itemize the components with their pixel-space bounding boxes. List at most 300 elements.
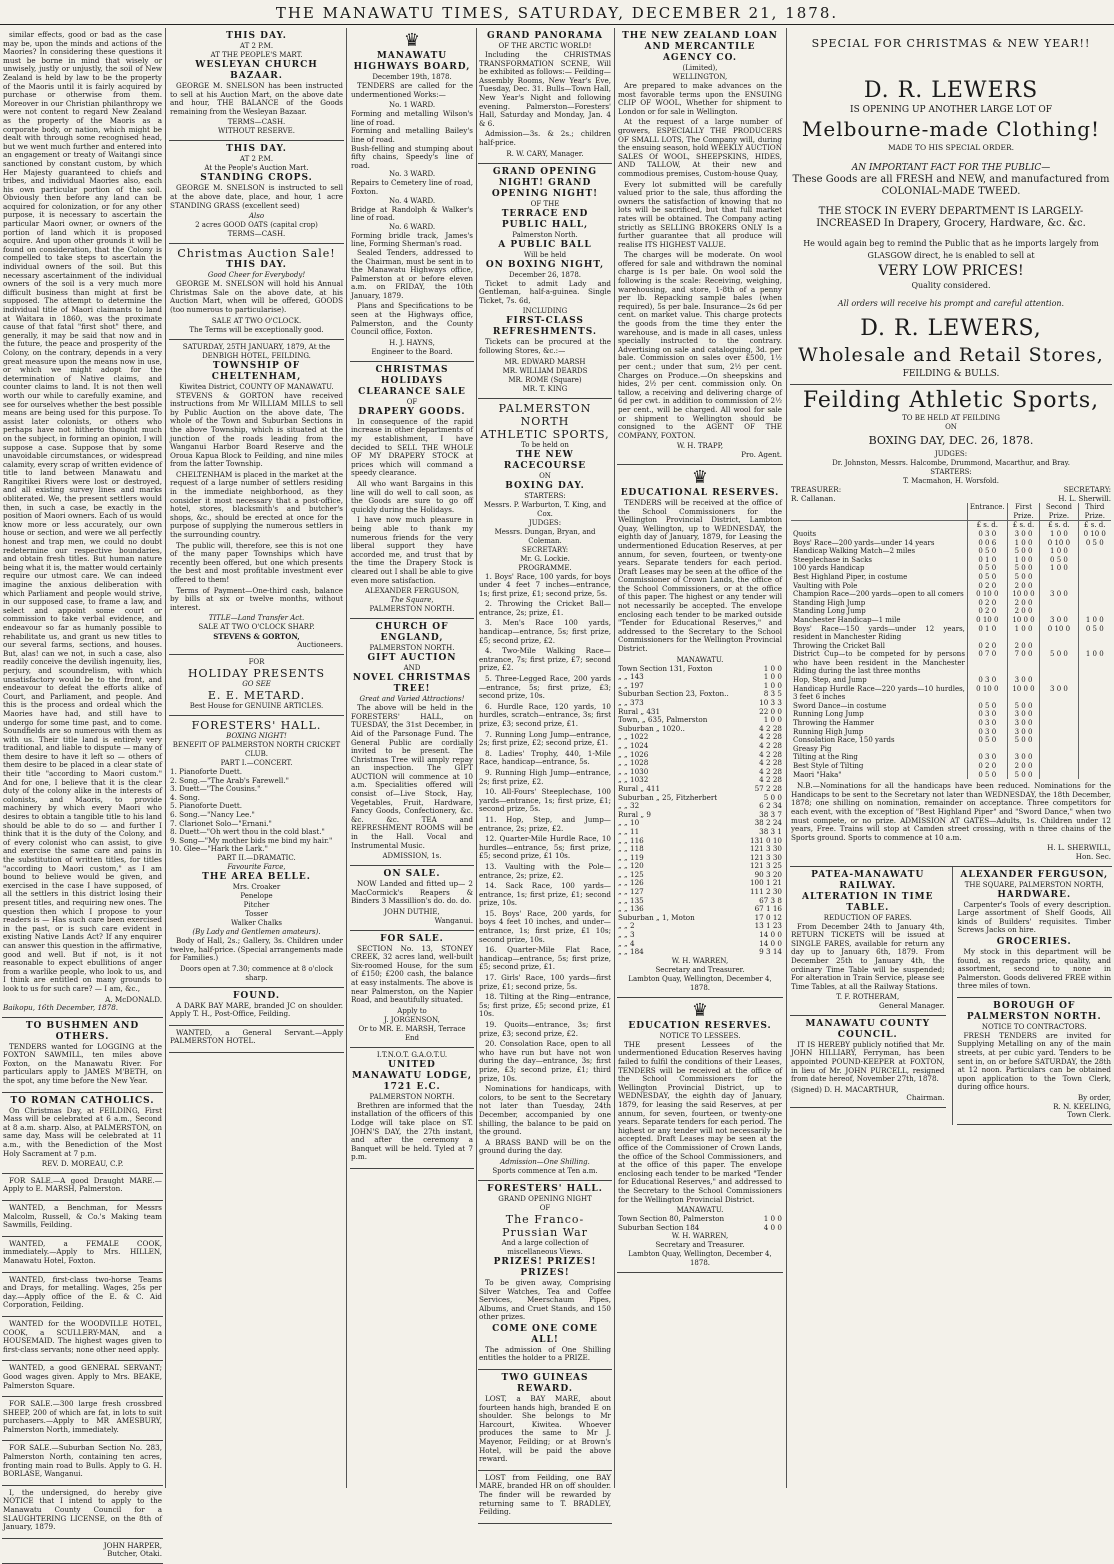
area-cell: 4 2 28 — [759, 723, 782, 733]
event-item: 17. Girls' Race, 100 yards—first prize, £1; second prize, 5s. — [479, 973, 611, 991]
section-cell: „ „ 1022 — [618, 732, 649, 742]
event-cell: Maori "Haka" — [793, 770, 842, 779]
amount-cell: 1 0 0 — [1007, 556, 1040, 565]
ad-foot: Best House for GENUINE ARTICLES. — [189, 701, 324, 710]
top-rule — [0, 24, 1114, 25]
area-cell: 10 3 3 — [759, 698, 782, 707]
amount-cell: 0 7 0 — [967, 650, 1007, 676]
ad-title: ON SALE. — [383, 869, 441, 880]
ad-start: Sports commence at Ten a.m. — [492, 1166, 598, 1175]
cast-member: Walker Chalks — [230, 918, 283, 927]
amount-cell: 3 0 0 — [1040, 616, 1078, 625]
section-cell: „ „ 143 — [618, 672, 644, 682]
ad-body: STEVENS & GORTON have received instructions from Mr WILLIAM MILLS to sell by Public Auction on the above date, The whole of the Town and Suburban Sections in the above Township, which is situated at the junction of the roads leading from the Wanganui Harbor Board Reserve and the Oroua Kapua Block to Feilding, and nine miles from the latter Township. — [170, 390, 343, 469]
event-cell: Champion Race—200 yards—open to all comers — [793, 590, 964, 599]
programme-item: 6. Song.—"Nancy Lee." — [170, 809, 255, 819]
ad-sub: REDUCTION OF FARES. — [823, 913, 912, 922]
programme-item: 4. Song. — [170, 792, 200, 802]
classified-ad — [2, 1174, 163, 1201]
section-cell: „ „ 184 — [618, 947, 644, 957]
event-cell: Steeplechase in Sacks — [793, 555, 873, 564]
classified-text: FOR SALE.—Suburban Section No. 283, Palmerston North, containing ten acres, fronting main road to Bulls. Apply to G. H. BORLASE, Wanganui. — [3, 1443, 162, 1479]
column-1 — [2, 28, 163, 1559]
ad-title: THE NEW ZEALAND LOAN AND MERCANTILE AGENCY CO. — [622, 31, 778, 63]
ad-terms: The Terms will be exceptionally good. — [189, 325, 324, 334]
amount-cell: 3 0 0 — [1007, 530, 1040, 539]
classified-ad — [2, 1441, 163, 1485]
section-cell: Rural „ 9 — [618, 809, 651, 819]
event-item: 13. Vaulting with the Pole—entrance, 2s; prize, £2. — [479, 861, 611, 880]
event-item: 3. Men's Race 100 yards, handicap—entrance, 5s; first prize, £5; second prize, £2. — [479, 618, 611, 645]
amount-cell — [1078, 564, 1111, 573]
amount-cell: 0 3 0 — [967, 753, 1007, 762]
church-ad — [350, 619, 474, 866]
ad-body: From December 24th to January 4th, RETURN TICKETS will be issued at SINGLE FARES, available for return any day up to January 6th, 1879. From December 25th to January 4th, the ordinary Time Table will be suspended; For alteration in Train Service, please see Time Tables, at all the Railway Stations. — [791, 921, 945, 991]
ad-terms: TERMS—CASH. — [227, 230, 286, 239]
column-2 — [169, 28, 344, 1488]
area-cell: 111 2 30 — [749, 887, 782, 897]
event-item: 6. Hurdle Race, 120 yards, 10 hurdles, scratch—entrance, 3s; first prize, £3; second prize, £1. — [479, 701, 611, 728]
ad-foot: WITHOUT RESERVE. — [218, 127, 295, 136]
amount-cell: 0 5 0 — [967, 702, 1007, 711]
event-item: 9. Running High Jump—entrance, 2s; first prize, £2. — [479, 767, 611, 786]
ad-title: WESLEYAN CHURCH BAZAAR. — [195, 60, 318, 81]
column-rule — [476, 28, 477, 1488]
ad-role: Town Clerk. — [1067, 1110, 1111, 1120]
classified-text: WANTED for the WOODVILLE HOTEL, COOK, a SCULLERY-MAN, and a HOUSEMAID. The highest wages given to first-class servants; none other need apply. — [3, 1318, 162, 1354]
ad-for: FOR — [248, 657, 265, 666]
amount-cell: 0 2 0 — [967, 582, 1007, 591]
ad-admission: ADMISSION, 1s. — [382, 852, 442, 861]
amount-cell: 1 0 0 — [1040, 564, 1078, 573]
ad-benefit: BENEFIT OF PALMERSTON NORTH CRICKET CLUB. — [172, 740, 341, 758]
christmas-auction-ad — [169, 244, 344, 339]
amount-cell — [1040, 753, 1078, 762]
store-item: MR. ROME (Square) — [508, 375, 582, 384]
starters-heading: STARTERS: — [524, 491, 566, 500]
ad-body: Including the CHRISTMAS TRANSFORMATION SCENE, Will be exhibited as follows:— Feilding—Assembly Rooms, New Year's Eve, Tuesday, Dec. 31. Bulls—Town Hall, New Year's Night and following evening. Palmerston—Foresters' Hall, Saturday and Monday, Jan. 4 & 6. — [479, 50, 611, 128]
ad-night: ON BOXING NIGHT, — [485, 259, 605, 270]
section-cell: „ „ 126 — [618, 878, 644, 888]
ad-title: CHRISTMAS HOLIDAYS — [375, 364, 449, 386]
amount-cell: 1 0 0 — [1007, 539, 1040, 548]
ad-collection: And a large collection of miscellaneous Views. — [501, 1238, 589, 1256]
table-row — [791, 539, 1111, 548]
column-rule — [614, 28, 615, 1488]
event-cell: Consolation Race, 150 yards — [793, 736, 895, 745]
amount-cell: 5 0 0 — [1007, 573, 1040, 582]
area-cell: 121 3 25 — [749, 861, 782, 871]
amount-cell: 1 0 0 — [1007, 625, 1040, 642]
officials-names — [791, 495, 1111, 504]
ad-more: 2 acres GOOD OATS (capital crop) — [195, 221, 318, 230]
letter-body: similar effects, good or bad as the case may be, upon the minds and actions of the Maories? In considering these questions it must be borne in mind that wisely or unwisely, justly or unjustly, the soil of New Zealand is held by law to be the property of the Maoris until it is fairly acquired by purchase or otherwise from them. Moreover in our Christian philanthropy we were not content to regard New Zealand as the property of the Maoris as a corporate body, or nation, which might be dealt with through some recognised head, but we went much further and entered into an engagement or treaty of Waitangi since sanctioned by constant custom, by which Her Majesty guaranteed to chiefs and tribes, and individual Maories also, each his own particular portion of the soil. Obviously then before any land can be acquired for colonization, or for any other purpose, it is necessary to ascertain the particular Maori owner, or owners of the portion of land which it is proposed acquire. And upon other grounds it will be found on consideration, that the Colony is compelled to take steps to ascertain the individual owners of the soil. But this necessary ascertainment of the individual owners of the soil is a very much more difficult business than might at first be supposed. The attempt to determine the individual title of Maori claimants to land at Waitara in 1860, was the proximate cause of that fatal "first shot" there, and generally, it may be said that now and in the future, the peace and prosperity of the Colony, on the contrary, depends in a very great measure upon the means now in use, or which we might adopt for the determination of Native claims, and counter claims to land. It is not then well worth our while to carefully examine, and see for ourselves whether the best possible means are being used for this purpose. To assist later colonists, or others who perhaps have not hitherto thought much on the subject, in forming an opinion, I will suppose a case. Suppose that by some unavoidable circumstances, or widespread calamity, every scrap of written evidence of title to land between Manawatu and Rangitikei Rivers were lost or destroyed, and all existing survey lines and marks obliterated. We, the present settlers would then, in such a case, be exactly in the position of Maori owners. Each of us would know more or less accurately, our own house or section, and were we all perfectly honest and trap men, we could no doubt redetermine our respective boundaries, and obtain fresh titles. But human nature being what it is, the matter would certainly require our utmost care. We can indeed imagine the anxious deliberation with which Parliament and people would strive, in our supposed case, to frame a law, and select and appoint some court or commission to take verbal evidence, and endeavour so far as humanly possible to rehabilitate us, and grant us new titles to our several farms, sections, and houses. But, alas! can we not, in such a case, also readily conceive the devilish ingenuity, lies, perjury, and scoundrelism, with which unsatisfactory would be to the front, and endeavour to defeat the efforts alike of Court, and Parliament, and people. And this is the process and ordeal which the Maories have had, and still have to undergo for some time past, and to come. Soundfields are so numerous with them as with us. Their title land is entirely very traditional, and liable to dispute — many of them desire to have it left so — others of them desire to be placed in a clear state of their title "according to Maori custom." And for one, I believe that it is the clear duty of the colony alike in the interests of colonists, and Maoris, to provide machinery by which every Maori who desires to obtain a tangible title to his land should be able to do so — and further I think that it is the duty of the Colony, and of every colonist who can assist, to give and exercise the same care and pains in the substitution of written titles, for titles "according to Maori custom," as I am bound to believe would be given, and exercised in the case I have supposed, of all the settlers in this district losing their present titles, and requiring new ones. The question then which I propose to your readers is — Has such care been exercised in the past, or is such care evident in existing Native Lands Act? If any enquirer can answer this question in the affirmative, good and well. But if not, is it not reasonable to expect ebullitions of anger from a warlike people, who look to us, and I think are entitled on many grounds to look to us for such care? — I am, &c., — [3, 30, 162, 993]
area-cell: 121 3 30 — [749, 844, 782, 854]
ad-title: FOR SALE. — [380, 933, 444, 944]
event-item: 15. Boys' Race, 200 yards, for boys 4 feet 10 inches, and under—entrance, 1s; first prize, £1 10s; second prize, 10s. — [479, 908, 611, 944]
section-cell: „ „ 135 — [618, 895, 644, 905]
area-cell: 4 0 0 — [763, 1222, 782, 1232]
ad-on: ON — [539, 471, 551, 480]
table-heading: MANAWATU. — [676, 1206, 724, 1215]
ad-title: GRAND OPENING NIGHT! GRAND OPENING NIGHT! — [491, 166, 599, 199]
amount-cell: 2 0 0 — [1007, 607, 1040, 616]
amount-cell: 0 10 0 — [967, 590, 1007, 599]
amount-cell — [1078, 728, 1111, 737]
ad-play: THE AREA BELLE. — [202, 871, 311, 882]
ad-signature: W. H. WARREN, — [671, 956, 729, 965]
ad-title: D. R. LEWERS — [863, 78, 1039, 103]
ad-hardware: HARDWARE. — [997, 889, 1072, 900]
section-cell: Rural „ 411 — [618, 783, 661, 793]
table-row — [791, 736, 1111, 745]
amount-cell: 0 5 0 — [967, 573, 1007, 582]
works-item: Bush-felling and stumping about fifty chains, Speedy's line of road. — [351, 143, 473, 170]
area-cell: 14 0 0 — [759, 930, 782, 940]
event-item: 10. All-Fours' Steeplechase, 100 yards—entrance, 1s; first prize, £1; second prize, 5s. — [479, 787, 611, 814]
amount-cell: 0 1 0 — [967, 556, 1007, 565]
ad-plans: Plans and Specifications to be seen at the Highways office, Palmerston, and the County Council office, Foxton. — [351, 301, 473, 337]
programme-heading: PROGRAMME. — [518, 563, 572, 572]
secretary: H. L. Sherwill. — [1058, 493, 1111, 503]
area-cell: 9 3 14 — [759, 947, 782, 957]
ad-special: SPECIAL FOR CHRISTMAS & NEW YEAR!! — [811, 37, 1091, 50]
ad-body: WANTED, a General Servant.—Apply PALMERSTON HOTEL. — [170, 1027, 343, 1046]
event-cell: Running Long Jump — [793, 710, 864, 719]
amount-cell — [1040, 599, 1078, 608]
ad-stock: THE STOCK IN EVERY DEPARTMENT IS LARGELY-INCREASED In Drapery, Grocery, Hardware, &c. &c. — [816, 206, 1086, 229]
programme-item: 8. Duett—"Oh wert thou in the cold blast." — [170, 827, 325, 837]
ad-and: AND — [403, 664, 421, 673]
ad-place: The Square, — [390, 596, 434, 605]
ad-part: PART II.—DRAMATIC. — [217, 853, 296, 862]
ad-fresh: These Goods are all FRESH and NEW, and manufactured from COLONIAL-MADE TWEED. — [792, 174, 1110, 197]
crops-ad — [169, 141, 344, 244]
ad-body: Terms of Payment—One-third cash, balance by bills at six or twelve months, without interest. — [170, 585, 343, 612]
table-row — [791, 547, 1111, 556]
area-cell: 4 2 28 — [759, 749, 782, 759]
event-cell: Throwing the Hammer — [793, 719, 874, 728]
area-cell: 57 2 28 — [754, 783, 782, 793]
amount-cell: 0 10 0 — [1078, 530, 1111, 539]
amount-cell — [1078, 590, 1111, 599]
ad-orders: All orders will receive his prompt and careful attention. — [837, 299, 1065, 308]
table-row — [791, 530, 1111, 539]
lessees-ad — [617, 998, 783, 1273]
amount-cell: 0 5 0 — [1078, 539, 1111, 548]
amount-cell: 5 0 0 — [1007, 564, 1040, 573]
amount-cell: 3 0 0 — [1007, 710, 1040, 719]
unit-cell: £ s. d. — [967, 521, 1007, 530]
nz-loan-ad — [617, 28, 783, 465]
area-cell: 131 0 10 — [749, 835, 782, 845]
section-cell: „ „ 2 — [618, 921, 635, 931]
amount-cell: 0 3 0 — [967, 728, 1007, 737]
section-cell: „ „ 1024 — [618, 740, 649, 750]
column-header: Third Prize. — [1078, 503, 1111, 521]
ad-title: PALMERSTON NORTH — [498, 401, 592, 428]
ad-prizes: PRIZES! PRIZES! PRIZES! — [493, 1256, 597, 1278]
ad-title: TOWNSHIP OF CHELTENHAM, — [211, 360, 302, 382]
amount-cell — [1078, 642, 1111, 651]
column-header: Entrance. — [967, 503, 1007, 521]
ad-time: AT 2 P.M. — [239, 155, 274, 164]
ad-title: ALEXANDER FERGUSON, — [960, 869, 1109, 880]
clearance-ad — [350, 362, 474, 619]
programme-item: 3. Duett—"The Cousins." — [170, 784, 261, 794]
column-rule — [165, 28, 166, 1488]
table-subheader — [791, 521, 1111, 530]
ad-role: Auctioneers. — [297, 640, 343, 650]
amount-cell: 0 10 0 — [967, 616, 1007, 625]
ad-body: FRESH TENDERS are invited for Supplying Metalling on any of the main streets, at per cubic yard. Tenders to be sent in, on or before SATURDAY, the 28th at 12 noon. Particulars can be obtained upon application to the Town Clerk, during office hours. — [957, 1030, 1111, 1092]
ad-quality: Quality considered. — [911, 281, 991, 290]
ad-role: Engineer to the Board. — [371, 347, 453, 356]
ad-body: CHELTENHAM is placed in the market at the request of a large number of settlers residing in the immediate neighborhood, as they consider it most necessary that a post-office, hotel, stores, blacksmith's and butcher's shops, &c., should be erected at once for the purpose of supplying the numerous settlers in the surrounding country. — [170, 469, 343, 540]
ad-place: Palmerston North. — [512, 230, 578, 239]
ad-sub: BOXING NIGHT! — [226, 731, 287, 740]
amount-cell: 5 0 0 — [1040, 650, 1078, 676]
table-row — [791, 590, 1111, 599]
amount-cell: 0 10 0 — [1040, 625, 1078, 642]
ad-title: BOROUGH OF PALMERSTON NORTH. — [966, 1000, 1102, 1022]
ad-body: A DARK BAY MARE, branded JC on shoulder. Apply T. H., Post-Office, Feilding. — [170, 1000, 343, 1019]
amount-cell — [1040, 745, 1078, 754]
table-row — [618, 794, 782, 803]
ad-signature: (Signed) D. H. MACARTHUR, — [791, 1084, 899, 1094]
ad-body: LOST from Feilding, one BAY MARE, branded HR on off shoulder. The finder will be rewarded by returning same to T. BRADLEY, Feilding. — [479, 1472, 611, 1517]
secretary: Mr. G. Lockie. — [520, 554, 570, 563]
programme-item: 7. Clarionet Solo—"Ernani." — [170, 818, 272, 828]
event-item: 4. Two-Mile Walking Race—entrance, 7s; first prize, £7; second prize, £2. — [479, 646, 611, 673]
letter-signature: A. McDONALD. — [105, 994, 162, 1004]
amount-cell: 0 5 0 — [967, 547, 1007, 556]
ad-sub: CLEARANCE SALE — [358, 386, 466, 397]
cheltenham-ad — [169, 340, 344, 655]
amount-cell: 1 0 0 — [1040, 547, 1078, 556]
ad-glasgow: He would again beg to remind the Public that as he imports largely from GLASGOW direct, he is enabled to sell at — [803, 239, 1099, 260]
ad-held: To be held on — [521, 440, 569, 449]
area-cell: 121 3 30 — [749, 852, 782, 862]
ad-terms: TERMS—CASH. — [227, 118, 286, 127]
amount-cell: 0 2 0 — [967, 642, 1007, 651]
cast-list — [170, 883, 343, 928]
ad-title: STANDING CROPS. — [200, 173, 313, 184]
works-item: No. 3 WARD. — [388, 170, 436, 179]
ad-title: FORESTERS' HALL. — [487, 1183, 603, 1194]
area-cell: 67 1 16 — [754, 904, 782, 914]
amount-cell: 5 0 0 — [1007, 702, 1040, 711]
classified-ad — [2, 1397, 163, 1441]
amount-cell — [1078, 710, 1111, 719]
amount-cell: 1 0 0 — [1040, 530, 1078, 539]
unit-cell: £ s. d. — [1040, 521, 1078, 530]
amount-cell: 3 0 0 — [1007, 719, 1040, 728]
classified-ad — [2, 1273, 163, 1317]
section-cell: Suburban „ 1, Moton — [618, 912, 695, 922]
ad-or: Or to MR. E. MARSH, Terrace End — [358, 1024, 466, 1042]
section-cell: „ „ 125 — [618, 869, 644, 879]
ad-signature: J. JORGENSON, — [384, 1015, 440, 1024]
bushmen-body: TENDERS wanted for LOGGING at the FOXTON SAWMILL, ten miles above Foxton, on the Manawatu River. For particulars apply to JAMES M'BETH, on the spot, any time before the New Year. — [3, 1041, 162, 1086]
bottom-right — [952, 867, 1113, 1125]
amount-cell: 2 0 0 — [1007, 642, 1040, 651]
area-cell: 38 3 1 — [759, 826, 782, 836]
ad-course: THE NEW RACECOURSE — [503, 449, 587, 471]
area-cell: 4 2 28 — [759, 758, 782, 768]
ad-head: THIS DAY. — [226, 31, 287, 41]
amount-cell — [1040, 736, 1078, 745]
ad-tag: Great and Varied Attractions! — [359, 695, 465, 704]
amount-cell: 5 0 0 — [1007, 547, 1040, 556]
ad-title: Feilding Athletic Sports, — [802, 388, 1100, 413]
ad-opening: IS OPENING UP ANOTHER LARGE LOT OF — [850, 105, 1052, 115]
ad-body: TENDERS will be received at the office of the School Commissioners for the Wellington Provincial District, Lambton Quay, Wellington, up to WEDNESDAY, the eighth day of January, 1879, for Leasing the undermentioned Education Reserves, at per annum, for seven, fourteen, or twenty-one years. Separate tenders for each period. Draft Leases may be seen at the office of the Commissioner of Crown Lands, the office of the School Commissioners, or at the office of this paper. The highest or any tender will not necessarily be accepted. The envelope enclosing each tender to be marked outside "Tender for Educational Reserves," and addressed to the Secretary to the School Commissioners for the Wellington Provincial District. — [618, 497, 782, 654]
event-cell: Handicap Walking Match—2 miles — [793, 547, 916, 556]
ad-of: OF THE — [530, 199, 560, 208]
grand-opening-ad — [478, 164, 612, 399]
amount-cell — [1040, 702, 1078, 711]
treasurer-heading: TREASURER: — [791, 485, 842, 494]
ad-signature: ALEXANDER FERGUSON, — [364, 587, 460, 596]
amount-cell — [1078, 573, 1111, 582]
ad-body: The charges will be moderate. On wool offered for sale and withdrawn the nominal charge is 1s per bale. On wool sold the following is the scale: Receiving, weighing, warehousing, and store, 1-8th of a penny per lb. Repacking sample bales (when required), 5s per bale. Insurance—2s 6d per cent. on market value. This charge protects the goods from the time they enter the warehouse, and is made in all cases, unless specially instructed to the contrary. Advertising on sale and cataloguing, 3d. per bale. Commission on sales over £500, 1½ per cent.; under that sum, 2½ per cent. Charges on Produce.—On sheepskins and hides, 2½ per cent. commission only. On tallow, a receiving and delivering charge of 6d per cwt. in addition to commission of 2½ per cent., will be charged. All wool for sale or shipment to Wellington should be consigned to the AGENT OF THE COMPANY, FOXTON. — [618, 250, 782, 440]
classified-text: WANTED, a FEMALE COOK, immediately.—Apply to Mrs. HILLEN, Manawatu Hotel, Foxton. — [3, 1238, 162, 1265]
ad-sub: DRAPERY GOODS. — [358, 406, 466, 417]
event-cell: Hop, Step, and Jump — [793, 676, 867, 685]
programme-item: 2. Song.—"The Arab's Farewell." — [170, 775, 289, 785]
event-item: 19. Quoits—entrance, 3s; first prize, £3; second prize, £2. — [479, 1020, 611, 1038]
ad-title-note: TITLE—Land Transfer Act. — [208, 614, 305, 623]
ad-intro: TENDERS are called for the undermentioned Works:— — [351, 81, 473, 99]
unit-cell: £ s. d. — [1007, 521, 1040, 530]
secretary-heading: SECRETARY: — [1063, 485, 1111, 494]
area-cell: 22 0 0 — [759, 706, 782, 716]
event-item: 8. Ladies' Trophy, 440, 1-Mile Race, handicap—entrance, 5s. — [479, 748, 611, 767]
ad-head: THIS DAY. — [226, 144, 287, 155]
amount-cell — [1078, 556, 1111, 565]
ad-place: PALMERSTON NORTH. — [369, 644, 455, 653]
amount-cell: 5 0 0 — [1007, 736, 1040, 745]
ad-signature: R. N. KEELING, — [1053, 1101, 1111, 1111]
section-cell: „ „ 127 — [618, 887, 644, 897]
ad-day: BOXING DAY, DEC. 26, 1878. — [868, 434, 1034, 447]
catholics-body: On Christmas Day, at FEILDING, First Mass will be celebrated at 6 a.m., Second at 8 a.m. sharp. Also, at PALMERSTON, on same day, Mass will be celebrated at 11 a.m., with the Benediction of the Most Holy Sacrament at 7 p.m. — [3, 1105, 162, 1158]
cast-member: Pitcher — [243, 900, 270, 909]
wesleyan-ad — [169, 28, 344, 141]
holiday-presents-ad — [169, 655, 344, 716]
area-cell: 5 0 0 — [763, 792, 782, 802]
amount-cell — [1078, 599, 1111, 608]
event-item: 11. Hop, Step, and Jump—entrance, 2s; prize, £2. — [479, 814, 611, 833]
table-row — [791, 771, 1111, 780]
programme-item: 10. Glee—"Hark the Lark." — [170, 844, 268, 854]
harper-signature: JOHN HARPER, — [103, 1540, 162, 1550]
amount-cell — [967, 745, 1007, 754]
section-cell: „ „ 1026 — [618, 749, 649, 759]
ad-cast-note: (By Lady and Gentlemen amateurs). — [192, 927, 321, 936]
ad-body: At the request of a large number of growers, ESPECIALLY THE PRODUCERS OF SMALL LOTS, The Company will, during the ensuing season, hold WEEKLY AUCTION SALES Of WOOL, SHEEPSKINS, HIDES, AND TALLOW, At their new and commodious premises, Custom-house Quay, — [618, 117, 782, 178]
ad-date: December 19th, 1878. — [372, 73, 452, 81]
unit-cell: £ s. d. — [1078, 521, 1111, 530]
programme-item: 1. Pianoforte Duett. — [170, 766, 243, 776]
starters: Messrs. P. Warburton, T. King, and Cox. — [483, 500, 607, 518]
event-cell: Sword Dance—in costume — [793, 701, 887, 710]
ad-apply: Apply to — [397, 1006, 427, 1015]
table-row — [791, 607, 1111, 616]
section-cell: „ „ 1032 — [618, 775, 649, 785]
event-cell: Throwing the Cricket Ball — [793, 641, 885, 650]
amount-cell — [1040, 728, 1078, 737]
for-sale-ad — [350, 931, 474, 1048]
lost-ad — [478, 1471, 612, 1524]
amount-cell: 3 0 0 — [1007, 728, 1040, 737]
amount-cell — [1078, 685, 1111, 702]
wanted-servant-ad — [169, 1026, 344, 1053]
ad-place: Lambton Quay, Wellington, December 4, 1878. — [628, 1250, 772, 1268]
amount-cell: 5 0 0 — [1007, 771, 1040, 780]
ad-place: Lambton Quay, Wellington, December 4, 1878. — [628, 974, 772, 992]
classified-text: FOR SALE.—300 large fresh crossbred SHEEP, 200 of which are fat, in lots to suit purchasers.—Apply to MR AMESBURY, Palmerston North, immediately. — [3, 1399, 162, 1434]
classified-text: WANTED, first-class two-horse Teams and Drays, for metalling. Wages, 25s per day.—Apply office of the E. & C. Aid Corporation, Feilding. — [3, 1274, 162, 1310]
ad-body: All who want Bargains in this line will do well to call soon, as the Goods are sure to go off quickly during the Holidays. — [351, 479, 473, 514]
ad-signature: R. W. CARY, Manager. — [506, 149, 584, 158]
lessees-table — [618, 1215, 782, 1232]
lewers-ad — [790, 28, 1112, 385]
ad-role: Pro. Agent. — [741, 450, 782, 460]
table-row — [791, 676, 1111, 685]
amount-cell: 0 5 0 — [967, 771, 1007, 780]
ad-head: I.T.N.O.T. G.A.O.T.U. — [376, 1050, 448, 1059]
letter-dateline: Baikopu, 16th December, 1878. — [3, 1003, 119, 1013]
section-cell: Suburban „ 1020.. — [618, 723, 685, 733]
ad-body: I have now much pleasure in being able to thank my numerous friends for the very liberal support they have accorded me, and trust that by the time the Drapery Stock is cleared out I shall be able to give even more satisfaction. — [351, 515, 473, 585]
ferguson-ad — [957, 867, 1113, 998]
ad-body: IT IS HEREBY publicly notified that Mr. JOHN HILLIARY, Ferryman, has been appointed POUND-KEEPER at FOXTON, in lieu of Mr. JOHN PURCELL, resigned from date hereof, November 27th, 1878. — [791, 1039, 945, 1084]
table-row — [791, 728, 1111, 737]
ad-body: SECTION No. 13, STONEY CREEK, 32 acres land, well-built Six-roomed House, for the sum of £150; £200 cash, the balance at easy instalments. The above is near Palmerston, on the Napier Road, and beautifully situated. — [351, 943, 473, 1005]
ad-sale: SALE AT TWO O'CLOCK SHARP. — [198, 623, 315, 632]
area-cell: 90 3 20 — [754, 869, 782, 879]
ad-body: GEORGE M. SNELSON will hold his Annual Christmas Sale on the above date, at his Auction Mart, when will be offered, GOODS (too numerous to particularise). — [170, 279, 343, 314]
blank-cell — [791, 521, 967, 530]
catholics-signature: REV. D. MOREAU, C.P. — [41, 1159, 124, 1169]
ad-prices: VERY LOW PRICES! — [878, 263, 1024, 279]
lodge-ad — [350, 1048, 474, 1169]
section-cell: „ „ 4 — [618, 938, 635, 948]
amount-cell: 0 5 0 — [1078, 625, 1111, 642]
area-cell: 4 2 28 — [759, 775, 782, 785]
amount-cell: 0 3 0 — [967, 676, 1007, 685]
amount-cell: 10 0 0 — [1007, 616, 1040, 625]
amount-cell: 0 3 0 — [967, 530, 1007, 539]
event-cell: Standing Long Jump — [793, 607, 866, 616]
amount-cell: 2 0 0 — [1007, 599, 1040, 608]
table-header — [791, 503, 1111, 521]
table-row — [791, 710, 1111, 719]
column-6 — [790, 28, 1112, 1488]
ad-lewers2: D. R. LEWERS, — [860, 316, 1042, 341]
ad-title: FORESTERS' HALL. — [191, 718, 322, 732]
ad-title: MANAWATU COUNTY COUNCIL. — [805, 1018, 931, 1040]
ad-day: BOXING DAY. — [505, 480, 585, 491]
table-row — [791, 556, 1111, 565]
event-cell: Tilting at the Ring — [793, 753, 858, 762]
ad-body: In consequence of the rapid increase in other departments of my establishment, I have decided to SELL THE WHOLE OF MY DRAPERY STOCK at prices which will command a speedy clearance. — [351, 416, 473, 478]
amount-cell — [1040, 607, 1078, 616]
event-cell: Running High Jump — [793, 727, 864, 736]
area-cell: 100 1 21 — [749, 878, 782, 888]
